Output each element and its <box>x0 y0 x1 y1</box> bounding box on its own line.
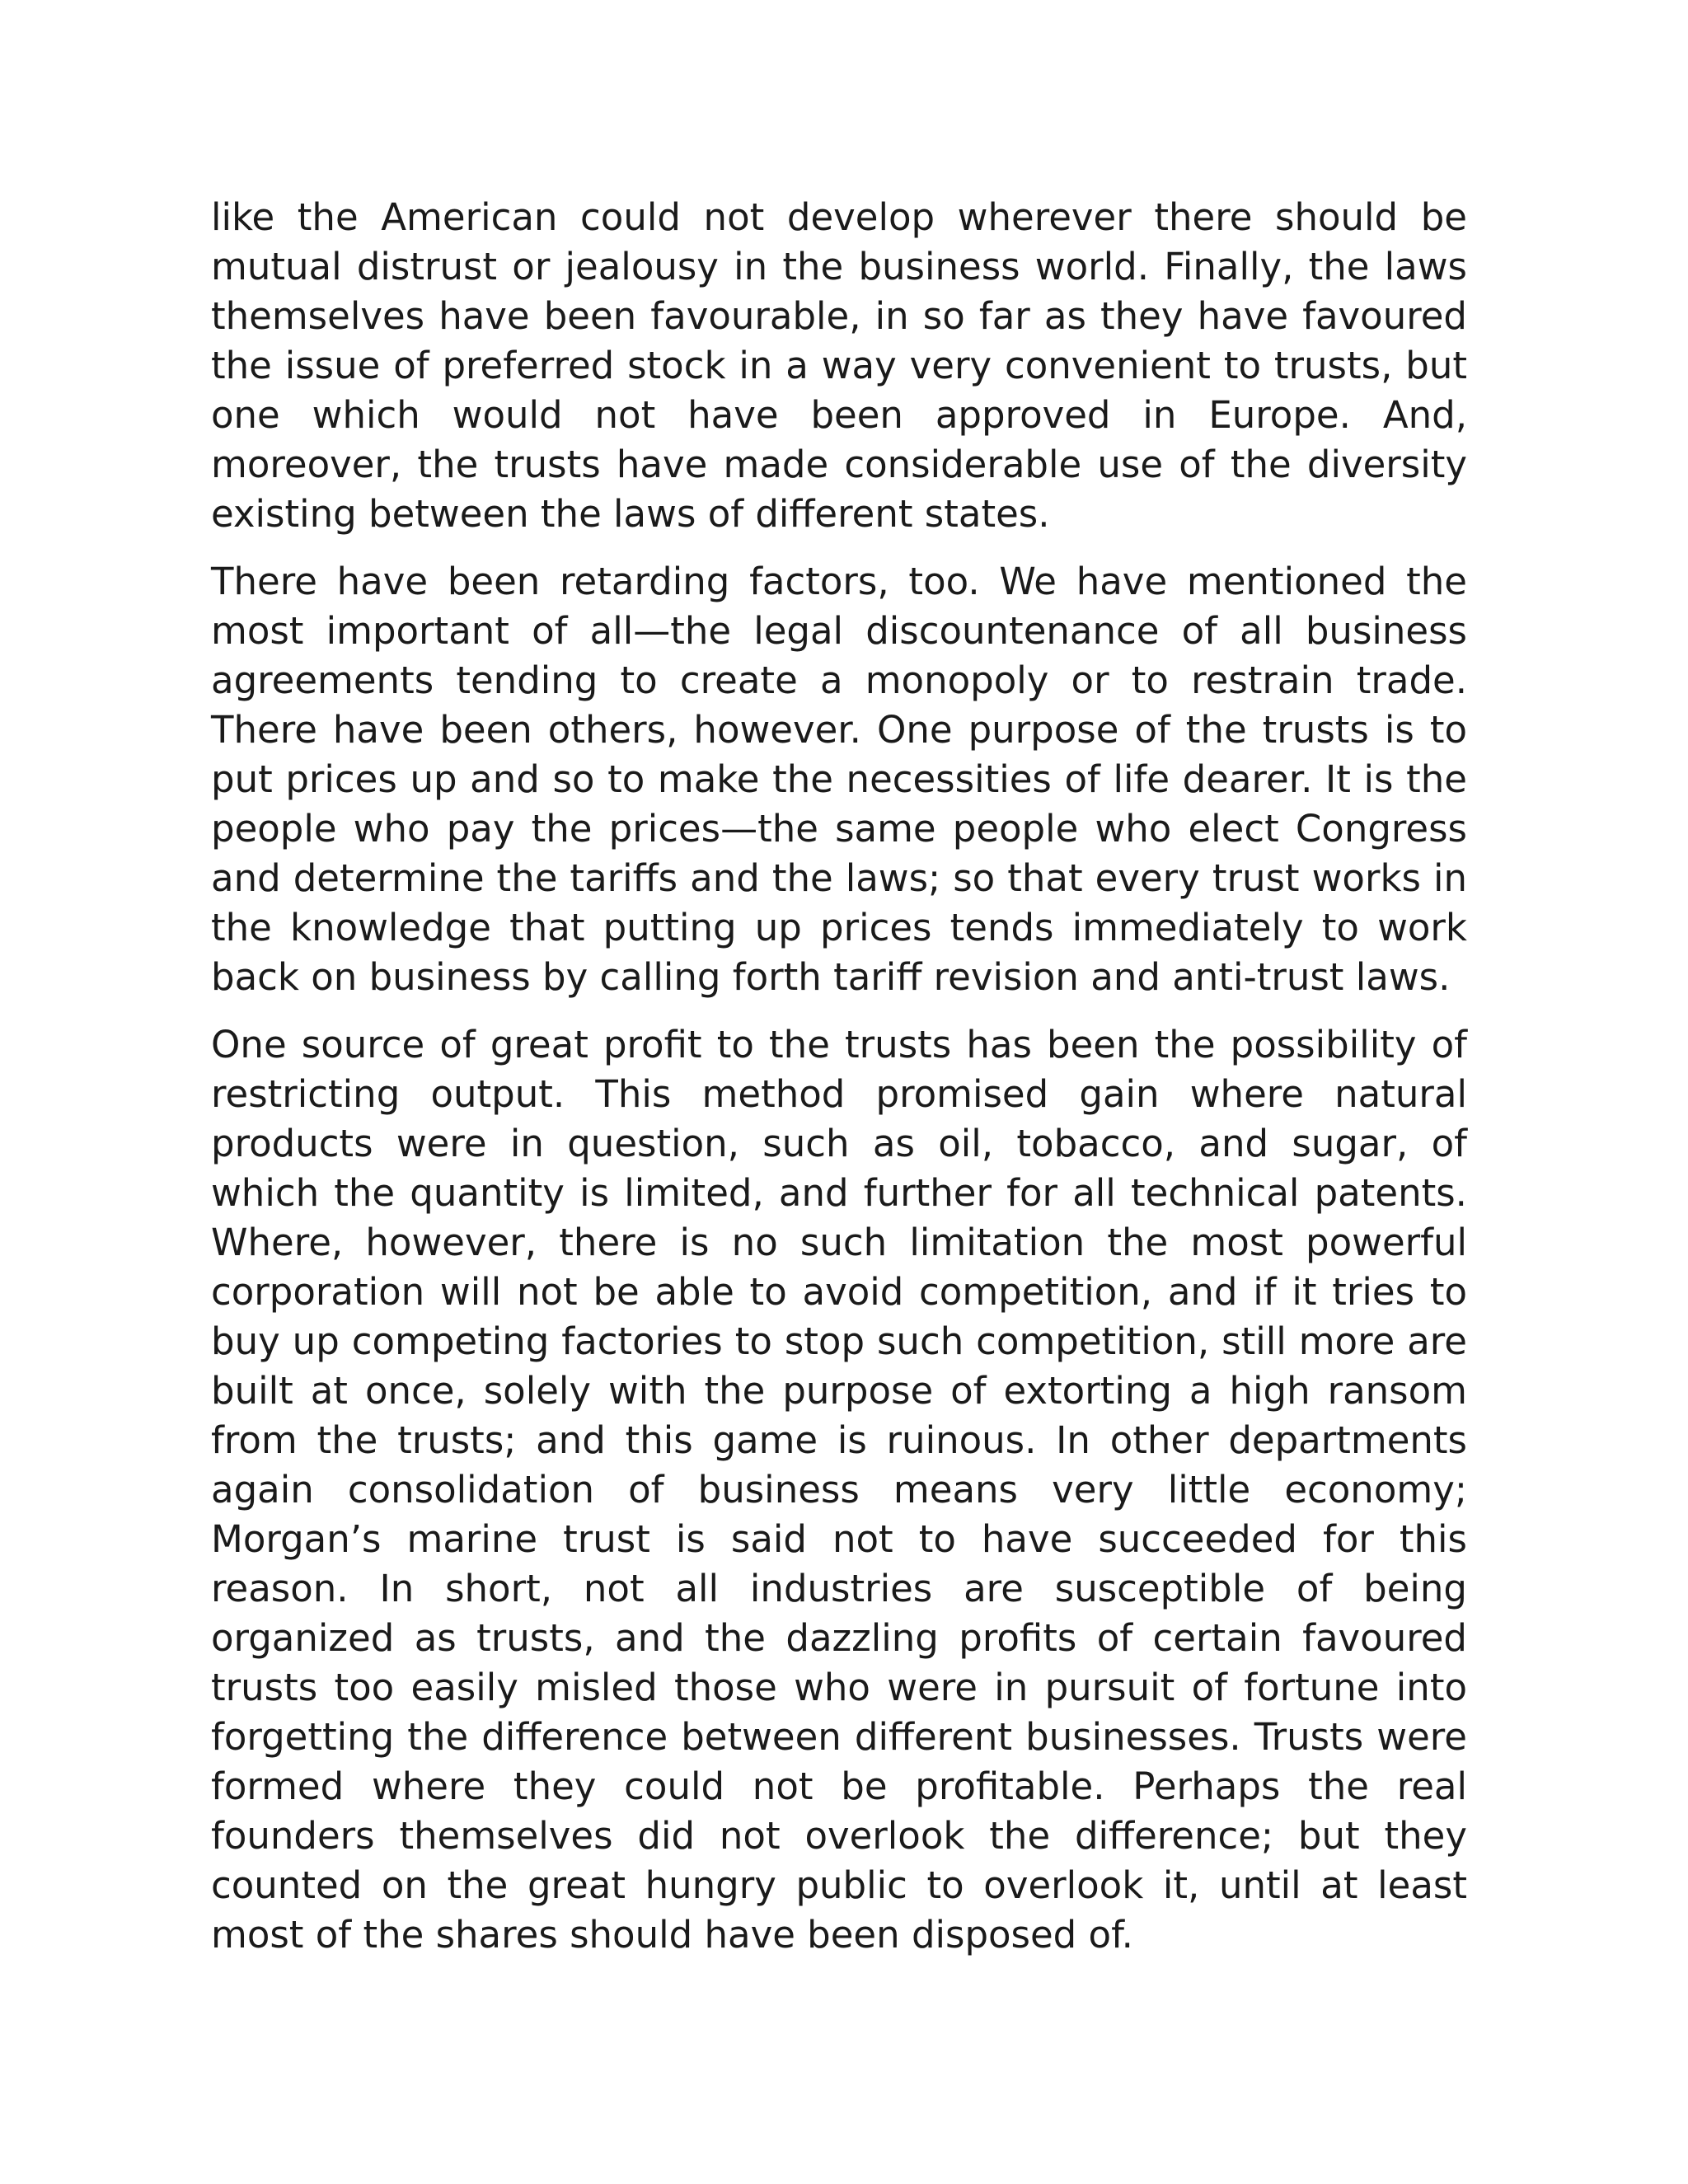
document-page <box>211 193 1467 1978</box>
paragraph-1: like the American could not develop wherever there should be mutual distrust or jealousy in the business world. Finally, the laws themselves have been favourable, in so far as they have favoured the issue of preferred stock in a way very convenient to trusts, but one which would not have been approved in Europe. And, moreover, the trusts have made considerable use of the diversity existing between the laws of different states. <box>211 195 1467 536</box>
paragraph-3: One source of great profit to the trusts has been the possibility of restricting output. This method promised gain where natural products were in question, such as oil, tobacco, and sugar, of which the quantity is limited, and further for all technical patents. Where, however, there is no such limitation the most powerful corporation will not be able to avoid competition, and if it tries to buy up competing factories to stop such competition, still more are built at once, solely with the purpose of extorting a high ransom from the trusts; and this game is ruinous. In other departments again consolidation of business means very little economy; Morgan’s marine trust is said not to have succeeded for this reason. In short, not all industries are susceptible of being organized as trusts, and the dazzling profits of certain favoured trusts too easily misled those who were in pursuit of fortune into forgetting the difference between different businesses. Trusts were formed where they could not be profitable. Perhaps the real founders themselves did not overlook the difference; but they counted on the great hungry public to overlook it, until at least most of the shares should have been disposed of. <box>211 1023 1467 1957</box>
paragraph-2: There have been retarding factors, too. We have mentioned the most important of all—the legal discountenance of all business agreements tending to create a monopoly or to restrain trade. There have been others, however. One purpose of the trusts is to put prices up and so to make the necessities of life dearer. It is the people who pay the prices—the same people who elect Congress and determine the tariffs and the laws; so that every trust works in the knowledge that putting up prices tends immediately to work back on business by calling forth tariff revision and anti-trust laws. <box>211 560 1467 999</box>
